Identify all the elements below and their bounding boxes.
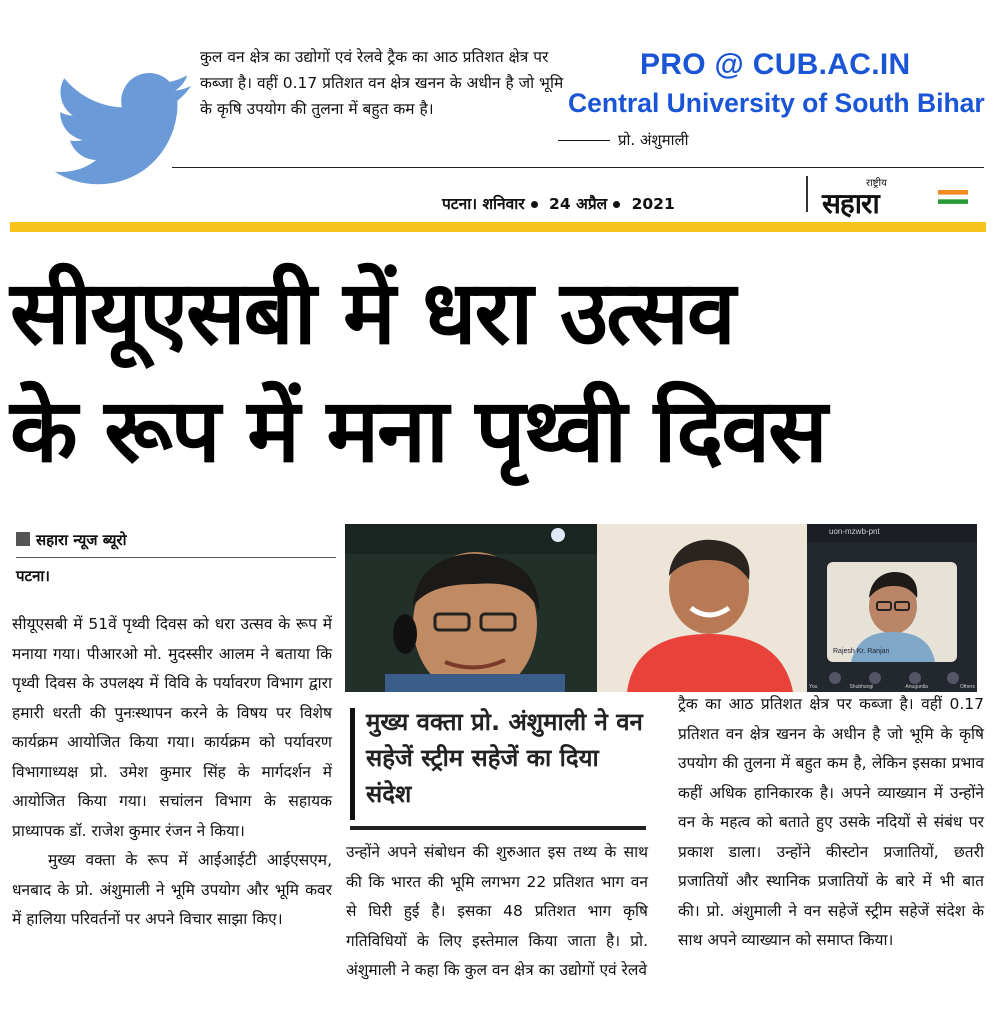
article-city: पटना। <box>16 567 50 585</box>
dateline-day: 24 अप्रैल <box>549 195 608 213</box>
video-panel-speaker <box>345 524 597 692</box>
dateline-dot <box>613 201 620 208</box>
flag-stripes-icon <box>938 190 968 204</box>
meeting-code: uon-mzwb-pnt <box>829 527 880 536</box>
article-column-1 <box>12 610 332 935</box>
pro-email: PRO @ CUB.AC.IN <box>640 48 911 81</box>
yellow-divider <box>10 222 986 232</box>
speaker-portrait <box>345 524 597 692</box>
control-anuguntla: Anuguntla <box>905 684 928 690</box>
mic-icon <box>551 528 565 542</box>
host-name-tag: Rajesh Kr. Ranjan <box>833 648 890 655</box>
subhead-divider <box>350 826 646 830</box>
col1-paragraph-1: सीयूएसबी में 51वें पृथ्वी दिवस को धरा उत्सव के रूप में मनाया गया। पीआरओ मो. मुदस्सीर आलम ने बताया कि पृथ्वी दिवस के उपलक्ष्य में विवि के पर्यावरण विभाग द्वारा हमारी धरती की पुनःस्थापन करने के विषय पर विशेष कार्यक्रम आयोजित किया गया। कार्यक्रम को पर्यावरण विभागाध्यक्ष प्रो. उमेश कुमार सिंह के मार्गदर्शन में आयोजित किया गया। सचांलन विभाग के सहायक प्राध्यापक डॉ. राजेश कुमार रंजन ने किया। <box>12 615 332 840</box>
headline-line-1: सीयूएसबी में धरा उत्सव <box>10 261 734 364</box>
main-headline <box>10 254 986 490</box>
control-you: You <box>809 684 818 690</box>
article-column-2 <box>346 838 648 986</box>
dateline-year: 2021 <box>631 195 675 213</box>
col3-paragraph: ट्रैक का आठ प्रतिशत क्षेत्र पर कब्जा है। वहीं 0.17 प्रतिशत वन क्षेत्र खनन के अधीन है जो भूमि के कृषि उपयोग की तुलना में बहुत कम है, लेकिन इसका प्रभाव कहीं अधिक हानिकारक है। अपने व्याख्यान में उन्होंने वन के महत्व को बताते हुए उसके नदियों से संबंध पर प्रकाश डाला। उन्होंने कीस्टोन प्रजातियों, छतरी प्रजातियों और स्थानिक प्रजातियों के बारे में भी बात की। प्रो. अंशुमाली ने वन सहेजें स्ट्रीम सहेजें संदेश के साथ अपने व्याख्यान को समाप्त किया। <box>678 695 984 949</box>
video-call-photo <box>345 524 977 692</box>
col2-paragraph: उन्होंने अपने संबोधन की शुरुआत इस तथ्य के साथ की कि भारत की भूमि लगभग 22 प्रतिशत भाग वन से घिरी हुई है। इसका 48 प्रतिशत भाग कृषि गतिविधियों के लिए इस्तेमाल किया जाता है। प्रो. अंशुमाली ने कहा कि कुल वन क्षेत्र का उद्योगों एवं रेलवे <box>346 843 648 979</box>
control-others: Others <box>959 684 975 690</box>
control-shubhangi: Shubhangi <box>849 684 874 690</box>
byline-text: सहारा न्यूज ब्यूरो <box>36 531 127 549</box>
participant-portrait <box>597 524 807 692</box>
article-column-3 <box>678 690 984 956</box>
byline-divider <box>16 557 336 558</box>
col1-paragraph-2: मुख्य वक्ता के रूप में आईआईटी आईएसएम, धनबाद के प्रो. अंशुमाली ने भूमि उपयोग और भूमि कवर में हालिया परिवर्तनों पर अपने विचार साझा किए। <box>12 851 332 928</box>
logo-small-text: राष्ट्रीय <box>866 178 887 189</box>
dateline <box>442 192 675 214</box>
newspaper-logo: सहारा <box>822 187 879 220</box>
quote-author <box>558 130 689 150</box>
quote-author-name: प्रो. अंशुमाली <box>618 131 689 149</box>
university-name: Central University of South Bihar <box>568 88 985 118</box>
byline-square-icon <box>16 532 30 546</box>
subheadline: मुख्य वक्ता प्रो. अंशुमाली ने वन सहेजें स्ट्रीम सहेजें का दिया संदेश <box>366 708 643 808</box>
host-portrait <box>807 524 977 692</box>
dateline-city: पटना। शनिवार <box>442 195 525 213</box>
header-divider <box>172 167 984 168</box>
headline-line-2: के रूप में मना पृथ्वी दिवस <box>10 379 826 482</box>
byline <box>16 530 126 550</box>
dateline-dot <box>531 201 538 208</box>
quote-dash <box>558 140 610 141</box>
video-panel-host <box>807 524 977 692</box>
twitter-bird-icon <box>44 72 194 194</box>
header-quote: कुल वन क्षेत्र का उद्योगों एवं रेलवे ट्रैक का आठ प्रतिशत क्षेत्र पर कब्जा है। वहीं 0.17 प्रतिशत वन क्षेत्र खनन के अधीन है जो भूमि के कृषि उपयोग की तुलना में बहुत कम है। <box>200 48 564 118</box>
video-panel-participant <box>597 524 807 692</box>
